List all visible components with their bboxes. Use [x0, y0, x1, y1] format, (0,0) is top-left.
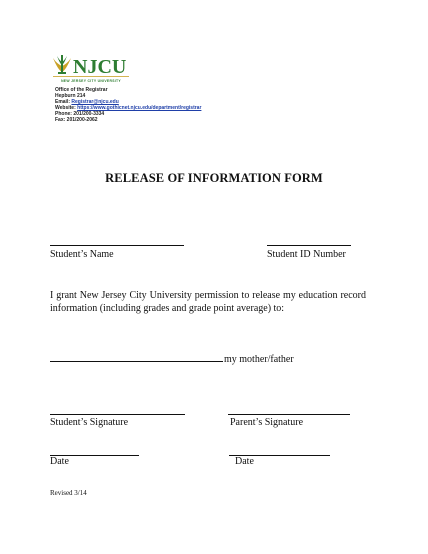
parent-signature-line[interactable]: [228, 414, 350, 415]
release-to-line: [50, 352, 294, 365]
registrar-contact-block: [55, 87, 201, 123]
website-link[interactable]: https://www.gothicnet.njcu.edu/department/registrar: [77, 105, 202, 111]
student-name-line[interactable]: [50, 245, 184, 246]
email-link[interactable]: Registrar@njcu.edu: [71, 99, 119, 105]
flame-emblem-icon: [53, 55, 71, 74]
office-name: Office of the Registrar: [55, 87, 108, 93]
student-id-label: Student ID Number: [267, 249, 346, 260]
student-signature-label: Student’s Signature: [50, 417, 129, 428]
revision-note: Revised 3/14: [50, 489, 87, 497]
website-label: Website:: [55, 105, 76, 111]
logo-subtext: NEW JERSEY CITY UNIVERSITY: [61, 79, 121, 83]
student-name-label: Student’s Name: [50, 249, 114, 260]
njcu-logo-graphic: [50, 52, 132, 86]
parent-signature-label: Parent’s Signature: [230, 417, 304, 428]
student-date-label: Date: [50, 456, 69, 467]
logo-wordmark: NJCU: [73, 56, 127, 78]
permission-statement: I grant New Jersey City University permission to release my education record information (including grades and grade point average) to:: [50, 290, 366, 314]
form-title: RELEASE OF INFORMATION FORM: [105, 171, 323, 185]
release-to-text: my mother/father: [224, 354, 294, 365]
student-signature-line[interactable]: [50, 414, 185, 415]
fax-line: Fax: 201/200-2062: [55, 117, 98, 123]
phone-line: Phone: 201/200-3334: [55, 111, 105, 117]
office-room: Hepburn 214: [55, 93, 86, 99]
parent-date-label: Date: [235, 456, 254, 467]
release-to-blank[interactable]: [50, 352, 223, 362]
njcu-logo: [50, 52, 132, 86]
student-id-line[interactable]: [267, 245, 351, 246]
email-label: Email:: [55, 99, 71, 105]
